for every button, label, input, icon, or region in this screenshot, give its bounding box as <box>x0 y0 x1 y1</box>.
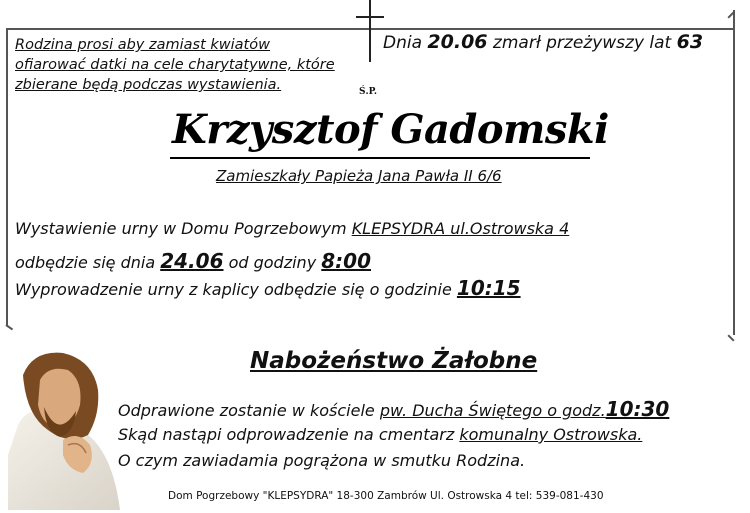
service-line-3: O czym zawiadamia pogrążona w smutku Rodzina. <box>118 451 526 470</box>
frame-corner-tick <box>727 334 734 341</box>
deceased-name: Krzysztof Gadomski <box>172 106 609 153</box>
service-text: Odprawione zostanie w kościele <box>118 401 380 420</box>
sp-label: Ś.P. <box>359 87 378 97</box>
exposition-line-2 <box>15 249 371 273</box>
funeral-home-place: KLEPSYDRA ul.Ostrowska 4 <box>351 219 570 238</box>
praying-jesus-image <box>8 345 120 510</box>
exposition-line-3 <box>15 276 521 300</box>
exposition-text: od godziny <box>223 253 322 272</box>
death-prefix: Dnia <box>383 33 428 53</box>
cemetery-name: komunalny Ostrowska. <box>459 425 643 444</box>
death-middle: zmarł przeżywszy lat <box>487 33 677 53</box>
exposition-text: odbędzie się dnia <box>15 253 161 272</box>
note-line: ofiarować datki na cele charytatywne, które <box>15 57 335 73</box>
church-name: pw. Ducha Świętego o godz. <box>379 401 606 420</box>
departure-time: 10:15 <box>456 276 521 300</box>
cross-icon <box>369 0 371 62</box>
service-line-2 <box>118 425 642 444</box>
family-request-note <box>15 35 345 95</box>
death-age: 63 <box>676 31 704 53</box>
service-time: 10:30 <box>605 397 670 421</box>
exposition-text: Wystawienie urny w Domu Pogrzebowym <box>15 219 352 238</box>
exposition-date: 24.06 <box>160 249 224 273</box>
frame-right-line <box>733 10 735 335</box>
exposition-time: 8:00 <box>321 249 371 273</box>
footer-contact: Dom Pogrzebowy "KLEPSYDRA" 18-300 Zambrów Ul. Ostrowska 4 tel: 539-081-430 <box>168 490 604 502</box>
note-line: zbierane będą podczas wystawienia. <box>15 77 282 93</box>
frame-corner-tick <box>5 324 13 330</box>
exposition-line-1 <box>15 219 569 238</box>
note-line: Rodzina prosi aby zamiast kwiatów <box>15 37 270 53</box>
address: Zamieszkały Papieża Jana Pawła II 6/6 <box>216 167 502 185</box>
name-underline <box>170 157 590 159</box>
death-info <box>383 31 703 53</box>
death-date: 20.06 <box>427 31 488 53</box>
exposition-text: Wyprowadzenie urny z kaplicy odbędzie się o godzinie <box>15 280 457 299</box>
service-text: Skąd nastąpi odprowadzenie na cmentarz <box>118 425 460 444</box>
service-line-1 <box>118 397 669 421</box>
service-title: Nabożeństwo Żałobne <box>250 348 538 374</box>
frame-left-line <box>6 28 8 325</box>
cross-icon-bar <box>356 16 384 18</box>
